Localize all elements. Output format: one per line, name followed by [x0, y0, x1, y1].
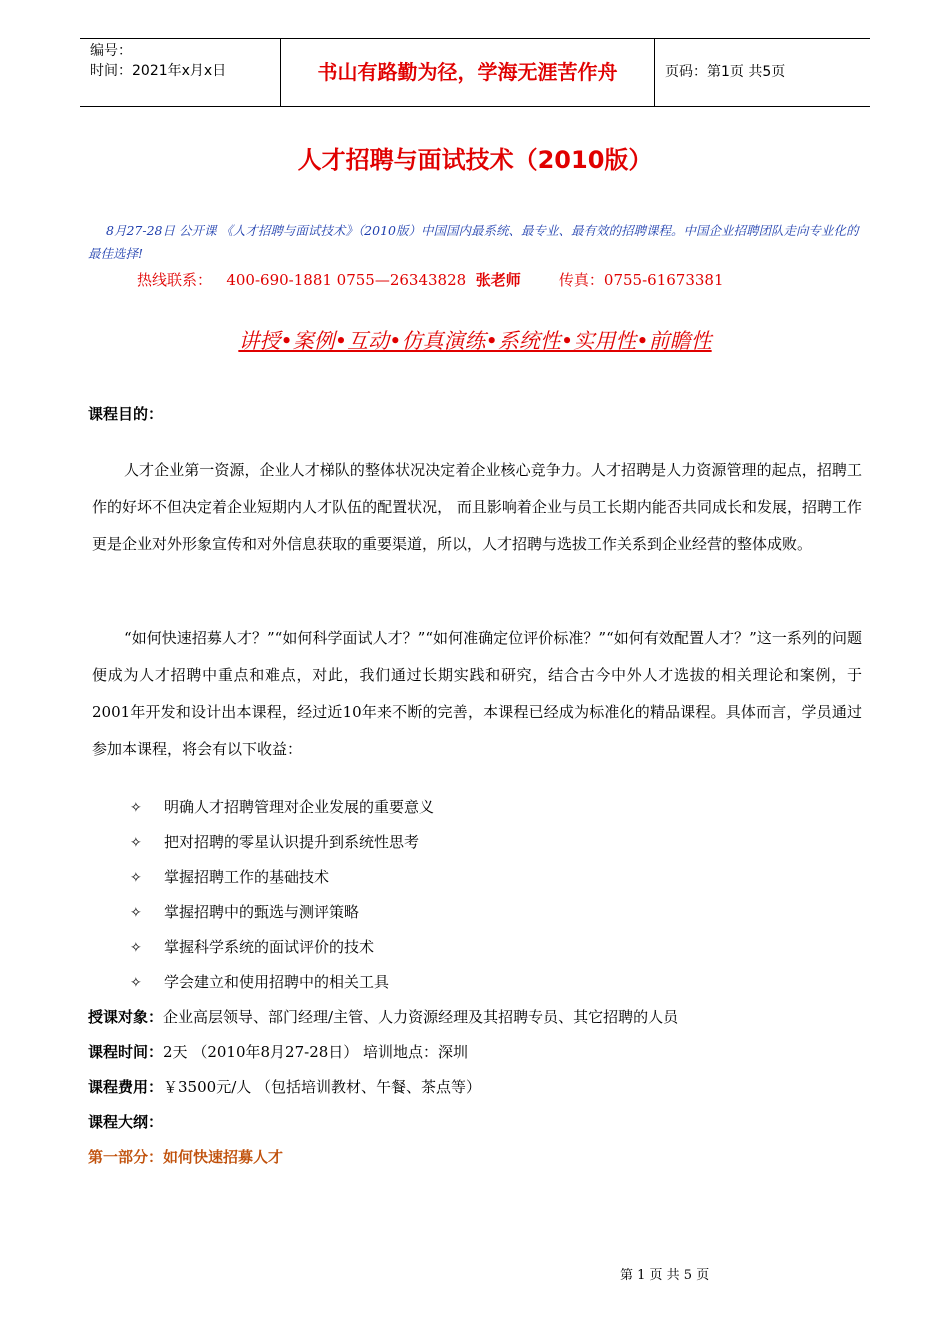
- schedule-value: 2天 （2010年8月27-28日） 培训地点：深圳: [163, 1043, 469, 1061]
- list-item: ✧ 掌握招聘中的甄选与测评策略: [130, 895, 434, 930]
- fee-line: [88, 1075, 481, 1099]
- hotline-contact: 张老师: [475, 271, 521, 289]
- list-item: ✧ 掌握招聘工作的基础技术: [130, 860, 434, 895]
- hotline-numbers: 400-690-1881 0755—26343828: [226, 271, 467, 289]
- list-item: ✧ 把对招聘的零星认识提升到系统性思考: [130, 825, 434, 860]
- hotline: [137, 268, 724, 292]
- part1-heading: 第一部分：如何快速招募人才: [88, 1148, 284, 1166]
- page-header: [80, 38, 870, 107]
- list-item: ✧ 学会建立和使用招聘中的相关工具: [130, 965, 434, 1000]
- header-page-code: 页码：第1页 共5页: [665, 64, 786, 80]
- diamond-bullet-icon: ✧: [130, 905, 142, 921]
- hotline-fax: 传真：0755-61673381: [558, 271, 724, 289]
- list-item: ✧ 明确人才招聘管理对企业发展的重要意义: [130, 790, 434, 825]
- diamond-bullet-icon: ✧: [130, 940, 142, 956]
- schedule-line: [88, 1040, 468, 1064]
- page-footer: 第 1 页 共 5 页: [620, 1268, 710, 1283]
- fee-value: ￥3500元/人 （包括培训教材、午餐、茶点等）: [163, 1078, 482, 1096]
- serial-label: 编号：: [90, 43, 132, 59]
- slogan: 讲授•案例•互动•仿真演练•系统性•实用性•前瞻性: [238, 329, 712, 353]
- diamond-bullet-icon: ✧: [130, 800, 142, 816]
- audience-value: 企业高层领导、部门经理/主管、人力资源经理及其招聘专员、其它招聘的人员: [163, 1008, 679, 1026]
- outline-heading: 课程大纲：: [88, 1113, 164, 1131]
- fee-label: 课程费用：: [88, 1078, 164, 1096]
- list-item: ✧ 掌握科学系统的面试评价的技术: [130, 930, 434, 965]
- objective-heading: 课程目的：: [88, 405, 164, 423]
- schedule-label: 课程时间：: [88, 1043, 164, 1061]
- header-meta: [80, 39, 280, 106]
- header-motto: 书山有路勤为径，学海无涯苦作舟: [280, 39, 655, 106]
- paragraph-1: 人才企业第一资源，企业人才梯队的整体状况决定着企业核心竞争力。人才招聘是人力资源管理的起点，招聘工作的好坏不但决定着企业短期内人才队伍的配置状况， 而且影响着企业与员工长期内能否共同成长和发展，招聘工作更是企业对外形象宣传和对外信息获取的重要渠道，所以，人才招聘与选拔工作关系到企业经营的整体成败。: [92, 461, 862, 553]
- intro-text: 8月27-28日 公开课 《人才招聘与面试技术》（2010版）中国国内最系统、最专业、最有效的招聘课程。中国企业招聘团队走向专业化的最佳选择!: [88, 223, 859, 261]
- audience-line: [88, 1005, 678, 1029]
- hotline-label: 热线联系：: [137, 271, 213, 289]
- diamond-bullet-icon: ✧: [130, 975, 142, 991]
- audience-label: 授课对象：: [88, 1008, 164, 1026]
- diamond-bullet-icon: ✧: [130, 870, 142, 886]
- benefits-list: [130, 790, 434, 1000]
- paragraph-2: “如何快速招募人才？”“如何科学面试人才？”“如何准确定位评价标准？”“如何有效配置人才？”这一系列的问题便成为人才招聘中重点和难点，对此，我们通过长期实践和研究，结合古今中外人才选拔的相关理论和案例，于2001年开发和设计出本课程，经过近10年来不断的完善，本课程已经成为标准化的精品课程。具体而言，学员通过参加本课程，将会有以下收益：: [92, 629, 862, 758]
- diamond-bullet-icon: ✧: [130, 835, 142, 851]
- date-label: 时间：2021年x月x日: [90, 63, 227, 79]
- document-title: 人才招聘与面试技术（2010版）: [297, 146, 653, 174]
